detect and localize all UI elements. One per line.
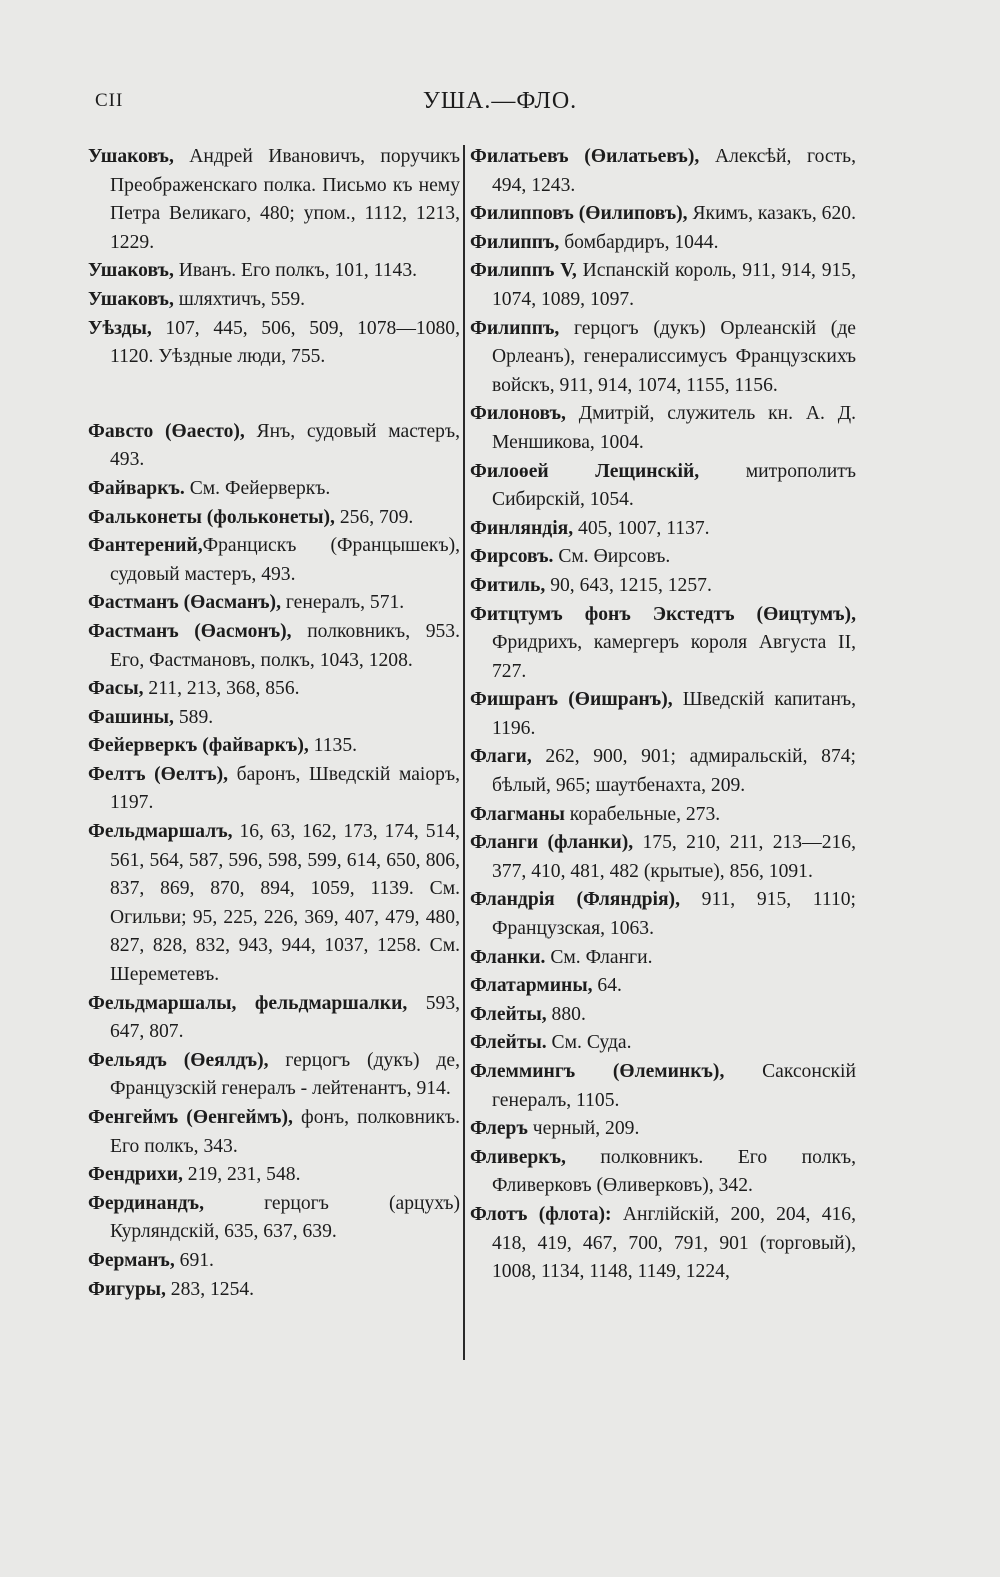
index-entry bbox=[470, 886, 856, 943]
index-entry bbox=[470, 515, 856, 544]
entry-headword: Ушаковъ, bbox=[88, 146, 174, 167]
entry-headword: Фельдмаршалъ, bbox=[88, 821, 233, 843]
entry-headword: Флотъ (флота): bbox=[470, 1203, 612, 1225]
entry-text: черный, 209. bbox=[527, 1118, 640, 1140]
index-entry bbox=[88, 761, 460, 818]
entry-text: Алексѣй, гость, 494, 1243. bbox=[492, 146, 856, 196]
entry-headword: Флеръ bbox=[470, 1118, 528, 1140]
entry-text: Дмитрій, служитель кн. А. Д. Меншикова, 1004. bbox=[492, 403, 856, 453]
index-entry bbox=[470, 400, 856, 457]
entry-text: бомбардиръ, 1044. bbox=[559, 231, 719, 253]
entry-headword: Филоөей Лещинскій, bbox=[470, 460, 700, 482]
entry-headword: Ушаковъ, bbox=[88, 260, 174, 282]
entry-headword: Фердинандъ, bbox=[88, 1192, 204, 1214]
entry-headword: Фитцтумъ фонъ Экстедтъ (Өицтумъ), bbox=[470, 603, 856, 625]
index-entry bbox=[88, 704, 460, 733]
entry-headword: Фейерверкъ (файваркъ), bbox=[88, 735, 309, 757]
entry-headword: Фландрія (Фляндрія), bbox=[470, 889, 680, 911]
entry-text: 90, 643, 1215, 1257. bbox=[545, 574, 712, 596]
entry-headword: Флатармины, bbox=[470, 975, 593, 997]
entry-headword: Фальконеты (фольконеты), bbox=[88, 506, 335, 528]
index-column-right bbox=[470, 143, 856, 1287]
index-entry bbox=[88, 1104, 460, 1161]
entry-text: 691. bbox=[174, 1249, 214, 1271]
entry-headword: Фишранъ (Өишранъ), bbox=[470, 689, 673, 711]
letter-section-gap bbox=[88, 372, 460, 418]
entry-text: 1135. bbox=[308, 735, 358, 757]
entry-text: корабельные, 273. bbox=[564, 803, 721, 825]
entry-headword: Уѣзды, bbox=[88, 317, 152, 339]
index-entry bbox=[88, 418, 460, 475]
running-head: УША.—ФЛО. bbox=[422, 88, 578, 114]
index-entry bbox=[470, 829, 856, 886]
entry-headword: Фашины, bbox=[88, 706, 174, 728]
entry-headword: Фланки. bbox=[470, 946, 546, 968]
entry-headword: Фигуры, bbox=[88, 1278, 166, 1300]
index-entry bbox=[88, 257, 460, 286]
index-entry bbox=[88, 618, 460, 675]
index-entry bbox=[88, 675, 460, 704]
index-entry bbox=[470, 801, 856, 830]
entry-headword: Фелтъ (Өелтъ), bbox=[88, 763, 229, 785]
index-entry bbox=[470, 572, 856, 601]
entry-headword: Фельядъ (Өеялдъ), bbox=[88, 1049, 269, 1071]
index-entry bbox=[88, 315, 460, 372]
entry-headword: Филатьевъ (Өилатьевъ), bbox=[470, 146, 700, 167]
index-entry bbox=[88, 1247, 460, 1276]
entry-headword: Фастманъ (Өасмонъ), bbox=[88, 620, 292, 642]
entry-headword: Фливеркъ, bbox=[470, 1146, 566, 1168]
entry-headword: Финляндія, bbox=[470, 517, 574, 539]
index-entry bbox=[470, 200, 856, 229]
entry-headword: Филипповъ (Өилиповъ), bbox=[470, 203, 688, 225]
entry-headword: Филиппъ V, bbox=[470, 260, 577, 282]
entry-text: фонъ, полковникъ. Его полкъ, 343. bbox=[110, 1107, 460, 1157]
entry-text: Англійскій, 200, 204, 416, 418, 419, 467, 700, 791, 901 (торговый), 1008, 1134, 1148, 1149, 1224, bbox=[492, 1203, 857, 1283]
entry-text: 256, 709. bbox=[334, 506, 414, 528]
entry-headword: Фасы, bbox=[88, 678, 144, 700]
entry-text: Испанскій король, 911, 914, 915, 1074, 1089, 1097. bbox=[492, 260, 857, 310]
index-entry bbox=[470, 229, 856, 258]
entry-text: См. Фейерверкъ. bbox=[184, 477, 331, 499]
index-entry bbox=[470, 686, 856, 743]
index-entry bbox=[88, 475, 460, 504]
entry-headword: Филиппъ, bbox=[470, 231, 560, 253]
index-entry bbox=[88, 732, 460, 761]
entry-text: См. Суда. bbox=[546, 1032, 632, 1054]
entry-headword: Филиппъ, bbox=[470, 317, 560, 339]
entry-text: митрополитъ Сибирскій, 1054. bbox=[492, 460, 856, 511]
entry-text: Якимъ, казакъ, 620. bbox=[687, 203, 856, 225]
index-entry bbox=[470, 543, 856, 572]
entry-text: Иванъ. Его полкъ, 101, 1143. bbox=[173, 260, 418, 282]
entry-text: 283, 1254. bbox=[165, 1278, 255, 1300]
index-entry bbox=[88, 818, 460, 990]
entry-text: 175, 210, 211, 213—216, 377, 410, 481, 482 (крытые), 856, 1091. bbox=[492, 832, 856, 882]
entry-text: Шведскій капитанъ, 1196. bbox=[492, 689, 856, 739]
entry-text: 16, 63, 162, 173, 174, 514, 561, 564, 587, 596, 598, 599, 614, 650, 806, 837, 869, 870, 894, 1059, 1139. См. Огильви; 95, 225, 226, 369, 407, 479, 480, 827, 828, 832, 943, 944, 1037, 1258. См. Шереметевъ. bbox=[110, 821, 460, 986]
entry-headword: Флагманы bbox=[470, 803, 565, 825]
entry-headword: Фастманъ (Өасманъ), bbox=[88, 592, 281, 614]
entry-headword: Фенгеймъ (Өенгеймъ), bbox=[88, 1107, 293, 1128]
entry-text: Саксонскій генералъ, 1105. bbox=[492, 1061, 856, 1111]
entry-text: герцогъ (арцухъ) Курляндскій, 635, 637, 639. bbox=[110, 1192, 460, 1243]
entry-text: 405, 1007, 1137. bbox=[573, 517, 710, 539]
entry-text: 64. bbox=[592, 975, 622, 997]
entry-headword: Флеммингъ (Өлеминкъ), bbox=[470, 1061, 725, 1082]
entry-headword: Филоновъ, bbox=[470, 403, 566, 425]
entry-text: См. Фланги. bbox=[545, 946, 653, 968]
entry-text: Янъ, судовый мастеръ, 493. bbox=[110, 420, 460, 471]
entry-headword: Ушаковъ, bbox=[88, 288, 174, 310]
entry-headword: Флейты, bbox=[470, 1003, 547, 1025]
entry-text: 107, 445, 506, 509, 1078—1080, 1120. Уѣздные люди, 755. bbox=[110, 317, 460, 368]
entry-text: См. Өирсовъ. bbox=[553, 546, 671, 568]
entry-text: 262, 900, 901; адмиральскій, 874; бѣлый, 965; шаутбенахта, 209. bbox=[492, 746, 856, 797]
entry-text: герцогъ (дукъ) де, Французскій генералъ - лейтенантъ, 914. bbox=[110, 1049, 460, 1100]
index-entry bbox=[470, 143, 856, 200]
index-entry bbox=[88, 504, 460, 533]
index-entry bbox=[88, 532, 460, 589]
index-entry bbox=[88, 1190, 460, 1247]
index-entry bbox=[470, 944, 856, 973]
entry-headword: Флейты. bbox=[470, 1032, 547, 1054]
entry-headword: Фитиль, bbox=[470, 574, 546, 596]
entry-text: 593, 647, 807. bbox=[110, 992, 461, 1043]
index-entry bbox=[470, 1001, 856, 1030]
entry-headword: Файваркъ. bbox=[88, 477, 185, 499]
entry-headword: Фантерений, bbox=[88, 535, 203, 557]
entry-text: полковникъ, 953. Его, Фастмановъ, полкъ, 1043, 1208. bbox=[110, 620, 460, 671]
page-number: CII bbox=[95, 90, 124, 111]
entry-headword: Фендрихи, bbox=[88, 1164, 183, 1186]
index-entry bbox=[470, 257, 856, 314]
entry-text: герцогъ (дукъ) Орлеанскій (де Орлеанъ), генералиссимусъ Французскихъ войскъ, 911, 914, 1074, 1155, 1156. bbox=[492, 317, 856, 396]
entry-headword: Флаги, bbox=[470, 746, 532, 768]
index-entry bbox=[470, 972, 856, 1001]
index-entry bbox=[88, 589, 460, 618]
entry-text: 911, 915, 1110; Французская, 1063. bbox=[492, 889, 856, 940]
entry-text: полковникъ. Его полкъ, Фливерковъ (Өливерковъ), 342. bbox=[492, 1146, 856, 1197]
index-entry bbox=[470, 601, 856, 687]
column-divider bbox=[463, 145, 465, 1360]
entry-text: баронъ, Шведскій маіоръ, 1197. bbox=[110, 763, 460, 814]
index-column-left bbox=[88, 143, 460, 1304]
entry-headword: Ферманъ, bbox=[88, 1249, 175, 1271]
index-entry bbox=[470, 1058, 856, 1115]
index-entry bbox=[470, 1144, 856, 1201]
entry-text: 211, 213, 368, 856. bbox=[143, 678, 300, 700]
entry-text: Фридрихъ, камергеръ короля Августа II, 727. bbox=[492, 632, 856, 682]
entry-headword: Фирсовъ. bbox=[470, 546, 554, 568]
index-entry bbox=[470, 315, 856, 401]
entry-headword: Фланги (фланки), bbox=[470, 832, 634, 854]
index-entry bbox=[88, 1276, 460, 1305]
index-entry bbox=[470, 1201, 856, 1287]
index-entry bbox=[88, 1047, 460, 1104]
index-entry bbox=[470, 743, 856, 800]
entry-text: 219, 231, 548. bbox=[182, 1164, 301, 1186]
entry-headword: Фельдмаршалы, фельдмаршалки, bbox=[88, 992, 408, 1014]
entry-headword: Фавсто (Өаесто), bbox=[88, 420, 245, 442]
index-entry bbox=[88, 990, 460, 1047]
entry-text: шляхтичъ, 559. bbox=[173, 288, 306, 310]
entry-text: Францискъ (Францышекъ), судовый мастеръ, 493. bbox=[110, 535, 460, 585]
entry-text: Андрей Ивановичъ, поручикъ Преображенскаго полка. Письмо къ нему Петра Великаго, 480; упом., 1112, 1213, 1229. bbox=[110, 146, 460, 253]
entry-text: 589. bbox=[173, 706, 214, 728]
entry-text: 880. bbox=[546, 1003, 586, 1025]
index-entry bbox=[88, 1161, 460, 1190]
index-entry bbox=[470, 1115, 856, 1144]
index-entry bbox=[88, 143, 460, 257]
entry-text: генералъ, 571. bbox=[280, 592, 405, 614]
index-entry bbox=[470, 458, 856, 515]
index-entry bbox=[470, 1029, 856, 1058]
index-entry bbox=[88, 286, 460, 315]
